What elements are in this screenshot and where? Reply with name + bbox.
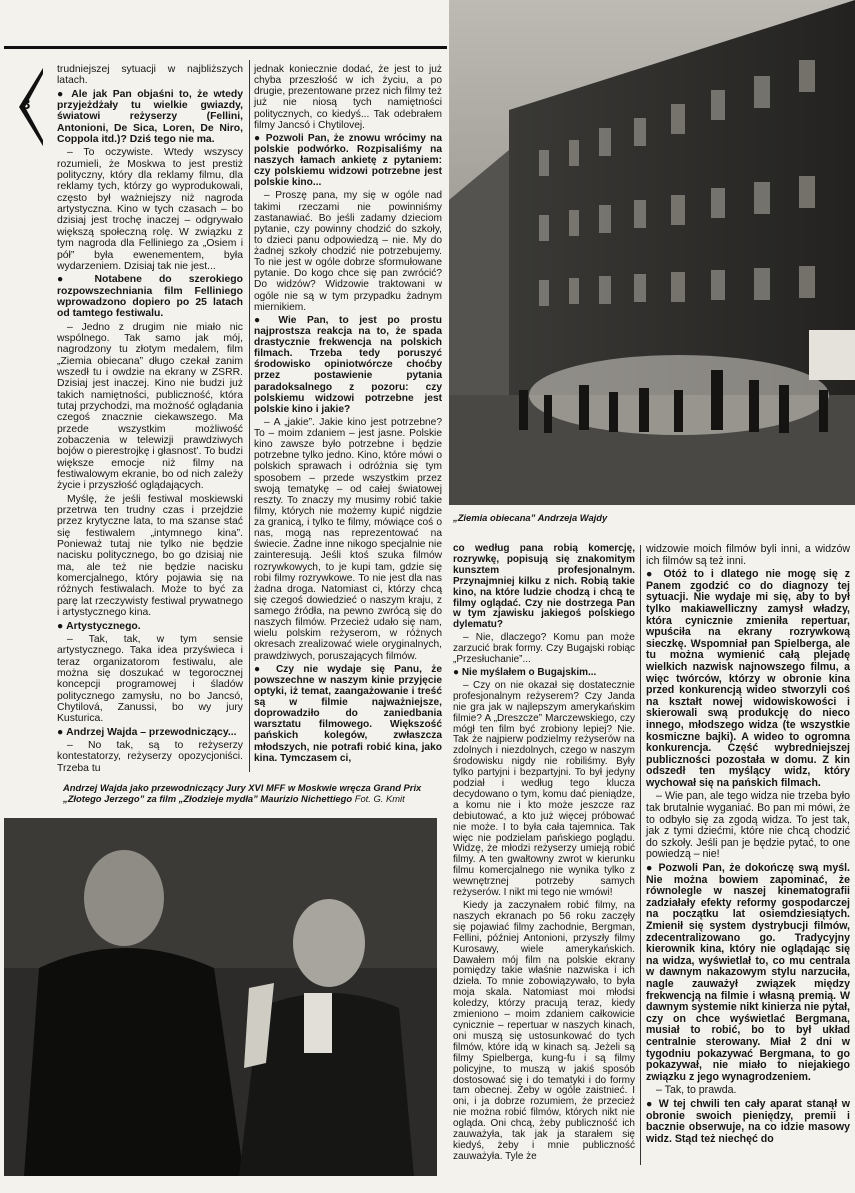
text-column-1 (57, 64, 243, 776)
interview-question: ● Notabene do szerokiego rozpowszechniania film Felliniego wprowadzono dopiero po 25 latach od tamtego festiwalu. (57, 274, 243, 319)
top-rule (4, 46, 447, 49)
paragraph: jednak koniecznie dodać, że jest to już chyba przeszłość w ich życiu, a po drugie, prezentowane przez nich filmy też już nie niosą tych namiętności politycznych, co kiedyś... Tak odebrałem filmy Jancsó i Chytilovej. (254, 64, 442, 131)
paragraph: – Czy on nie okazał się dostatecznie profesjonalnym reżyserem? Czy Janda nie gra jak w najlepszym amerykańskim filmie? A „Dreszcze” Marczewskiego, czy mógł ten film być zrobiony lepiej? Nie. Tak że najpierw podzielmy reżyserów na zdolnych i niezdolnych, czego w naszym środowisku nigdy nie robiliśmy. Były tylko partyjni i bezpartyjni. To był jedyny podział i według tego klucza decydowano o tym, komu dać pieniądze, a komu nie i kto może jeszcze raz debiutować, a kto już więcej próbować nie może. I to była cała tajemnica. Tak więc nie podzielam pańskiego poglądu. Widzę, że młodzi reżyserzy umieją robić filmy. A ten gwałtowny zwrot w kierunku filmu komercjalnego nie wynika tylko z wewnętrznej potrzeby samych reżyserów. I nikt mi tego nie wmówi! (453, 679, 635, 899)
paragraph: – Wie pan, ale tego widza nie trzeba było tak brutalnie wyganiać. Bo pan mi mówi, że to odbyło się za zgodą widza. To jest tak, jak z tymi dziećmi, które nie chcą chodzić do szkoły. Jeśli pan je będzie pytać, to one powiedzą – nie! (646, 790, 850, 861)
text-column-2 (254, 64, 442, 766)
interview-question: ● Czy nie wydaje się Panu, że powszechne w naszym kinie przyjęcie optyki, iż temat, zaangażowanie i treść są w filmie najważniejsze, doprowadziło do zaniedbania warsztatu filmowego. Większość pańskich kolegów, zwłaszcza młodszych, nie potrafi robić kina, jako kina. Tymczasem ci, (254, 664, 442, 764)
paragraph: – Tak, to prawda. (656, 1084, 737, 1097)
award-photo-caption (63, 782, 443, 804)
paragraph: – A „jakie”. Jakie kino jest potrzebne? To – moim zdaniem – jest jasne. Polskie kino zawsze było potrzebne i będzie potrzebne tylko jedno. Kino, które mówi o polskich sprawach i odróżnia się tym sposobem – przede wszystkim przez swoją tematykę – od całej światowej reszty. To znaczy my musimy robić takie filmy, których nie możemy kupić nigdzie za granicą, i tylko te filmy, mówiące coś o nas, mogą nas reprezentować na świecie. Żadne inne nikogo specjalnie nie zainteresują. Jeśli ktoś szuka filmów rozrywkowych, to je kupi tam, gdzie się robi filmy rozrywkowe. To nie jest dla nas żadna droga. Natomiast ci, którzy chcą się czegoś dowiedzieć o naszym kraju, z samego źródła, na pewno zwrócą się do naszych filmów. Przecież udało się nam, wielu polskim reżyserom, w różnych okresach zrealizować wiele oryginalnych, prawdziwych, poruszających filmów. (254, 416, 442, 662)
paragraph: trudniejszej sytuacji w najbliższych latach. (57, 64, 243, 87)
paragraph: – Proszę pana, my się w ogóle nad takimi rzeczami nie powinniśmy zastanawiać. Bo jeśli zadamy dzieciom pytanie, czy powinny chodzić do szkoły, to dzieci panu odpowiedzą – nie. My do żadnej szkoły chodzić nie potrzebujemy. To nie jest w ogóle dobrze sformułowane pytanie. Do kogo chce się pan zwrócić? Do widzów? Widzowie traktowani w ogóle nie są w tym przypadku żadnym miernikiem. (254, 190, 442, 313)
paragraph: widzowie moich filmów byli inni, a widzów ich filmów są też inni. (646, 543, 850, 567)
interview-question: ● Pozwoli Pan, że znowu wrócimy na polskie podwórko. Rozpisaliśmy na naszych łamach ankietę z pytaniem: czy polskiemu widzowi potrzebne jest polskie kino... (254, 133, 442, 189)
interview-question: ● Pozwoli Pan, że dokończę swą myśl. Nie można bowiem zapominać, że równolegle w naszej kinematografii zadziałały efekty reformy gospodarczej na początku lat osiemdziesiątych. Zmienił się system dystrybucji filmów, zdecentralizowano go. Tradycyjny kierownik kina, który nie oglądając się na widza, wyświetlał to, co mu centrala w dawnym nakazowym stylu narzuciła, nagle zauważył związek między frekwencją na filmie i własną premią. W dawnym systemie nikt kinierza nie pytał, czy on chce wyświetlać Bergmana, musiał to robić, bo to był układ centralnie sterowany. Miał 2 dni w tygodniu pokazywać Bergmana, to go pokazywał, nie miało to niejakiego związku z jego wynagrodzeniem. (646, 863, 850, 1083)
photo-credit: Fot. G. Kmit (354, 793, 405, 804)
paragraph: – No tak, są to reżyserzy kontestatorzy, reżyserzy opozycjoniści. Trzeba tu (57, 739, 243, 774)
paragraph: – Jedno z drugim nie miało nic wspólnego. Tak samo jak mój, nagrodzony tu złotym medalem, film „Ziemia obiecana” długo czekał zanim wszedł tu i owdzie na ekrany w ZSRR. Dzisiaj jest inaczej. Kino nie budzi już takich namiętności, publiczność, która tutaj przychodzi, ma możność oglądania czegoś znacznie ciekawszego. Ma przede wszystkim możliwość zobaczenia w telewizji prawdziwych bojów o pierestrojkę i głasnost’. To budzi większe emocje niż filmy na festiwalowym ekranie, bo od nich zależy życie i przyszłość oglądających. (57, 321, 243, 492)
street-scene-photo (449, 0, 855, 505)
award-caption-text: Andrzej Wajda jako przewodniczący Jury XVI MFF w Moskwie wręcza Grand Prix „Złotego Jerzego” za film „Złodzieje mydła” Maurizio Nichettiego (63, 782, 422, 804)
paragraph: Kiedy ja zaczynałem robić filmy, na naszych ekranach po 56 roku zaczęły się pojawiać filmy zachodnie, Bergman, Fellini, później Antonioni, przyszły filmy Kurosawy, wiele amerykańskich. Dawałem mój film na polskie ekrany pomiędzy takie właśnie nazwiska i ich dzieła. To mnie zobowiązywało, to była moja skala. Natomiast moi młodsi koledzy, którzy pracują teraz, kiedy zmieniono – moim zdaniem całkowicie cynicznie – repertuar w naszych kinach, oni muszą się ustosunkować do tych filmów, które idą w kinach są. Jeżeli są filmy Spielberga, kung-fu i są filmy policyjne, to muszą w jakiś sposób dostosować się i do tematyki i do formy tam obecnej. Żeby w ogóle zaistnieć. I oni, i ja dobrze rozumiem, że przecież nie można robić filmów, których nikt nie ogląda. Oni chcą, żeby publiczność ich zauważyła, tak jak ja starałem się kiedyś, żeby i mnie publiczność zauważyła. Tyle że (453, 900, 635, 1162)
text-column-3 (453, 544, 635, 1165)
interview-question: ● Andrzej Wajda – przewodniczący... (57, 727, 243, 738)
paragraph: – To oczywiste. Wtedy wszyscy rozumieli, że Moskwa to jest prestiż polityczny, który dla reklamy filmu, dla reklamy tych, którzy go wyprodukowali, często był ważniejszy niż nagroda artystyczna. Kino w tych czasach – bo dzisiaj jest trochę inaczej – odgrywało większą społeczną rolę. W związku z tym nagroda dla Felliniego za „Osiem i pół” była ewenementem, była wydarzeniem. Dzisiaj tak nie jest... (57, 147, 243, 272)
paragraph: Myślę, że jeśli festiwal moskiewski przetrwa ten trudny czas i przejdzie przez krytyczne lata, to ma szanse stać się festiwalem „intymnego kina”. Ponieważ tutaj nie tylko nie będzie nacisku politycznego, bo go dzisiaj nie ma, ale też nie będzie nacisku komercjalnego, który pojawia się na różnych festiwalach. Może to być za parę lat rzeczywisty festiwal prywatnego i artystycznego kina. (57, 493, 243, 619)
interview-question: ● Nie myślałem o Bugajskim... (453, 668, 635, 679)
interview-question: ● Otóż to i dlatego nie mogę się z Panem zgodzić co do diagnozy tej sytuacji. Nie wydaje mi się, aby to był tylko makiawelliczny zamysł władzy, która cynicznie zmieniła repertuar, wpuściła na ekrany rozrywkową sieczkę. Wspomniał pan Spielberga, ale tu można wymienić całą plejadę wielkich nazwisk najnowszego filmu, a więc twórców, którzy w obronie kina przed konkurencją wideo stworzyli coś na kształt nowej widowiskowości i skierowali swą produkcję do nieco innego, młodszego widza (te wszystkie kosmiczne bajki). A wideo to ogromna konkurencja. Część wybredniejszej publiczności pozostała w domu. Z kin odszedł ten myślący widz, który wychował się na pańskich filmach. (646, 569, 850, 789)
text-column-4 (646, 544, 850, 1147)
award-ceremony-photo (4, 818, 437, 1176)
column-rule (640, 545, 641, 1165)
paragraph: – Tak, tak, w tym sensie artystycznego. Taka idea przyświeca i teraz organizatorom festiwalu, ale można się doszukać w tegorocznej koncepcji programowej i śladów politycznego zamysłu, no bo Jancsó, Chytilová, Zanussi, bo wy jury Kusturica. (57, 633, 243, 725)
interview-question: ● W tej chwili ten cały aparat stanął w obronie swoich pieniędzy, premii i bacznie obserwuje, na co idzie masowy widz. Stąd też niechęć do (646, 1099, 850, 1145)
interview-question: co według pana robią komercję, rozrywkę, popisują się znakomitym kunsztem profesjonalnym. Przynajmniej kilku z nich. Robią takie kino, na które ludzie chodzą i chcą te filmy oglądać. Czy nie dostrzega Pan w tym zjawisku jakiegoś polskiego dylematu? (453, 543, 635, 631)
interview-question: ● Wie Pan, to jest po prostu najprostsza reakcja na to, że spada drastycznie frekwencja na polskich filmach. Trzeba tedy poruszyć środowisko opiniotwórcze choćby przez postawienie pytania paradoksalnego z pozoru: czy polskiemu widzowi potrzebne jest polskie kino i jakie? (254, 315, 442, 415)
street-photo-caption: „Ziemia obiecana” Andrzeja Wajdy (453, 512, 608, 523)
paragraph: – Nie, dlaczego? Komu pan może zarzucić brak formy. Czy Bugajski robiąc „Przesłuchanie”... (453, 632, 635, 666)
column-rule (249, 60, 250, 772)
interview-question: ● Artystycznego. (57, 621, 243, 632)
interview-question: ● Ale jak Pan objaśni to, że wtedy przyjeżdżały tu wielkie gwiazdy, światowi reżyserzy (Fellini, Antonioni, De Sica, Loren, De Niro, Coppola itd.)? Dziś tego nie ma. (57, 89, 243, 146)
page-number: 3 (22, 96, 31, 113)
